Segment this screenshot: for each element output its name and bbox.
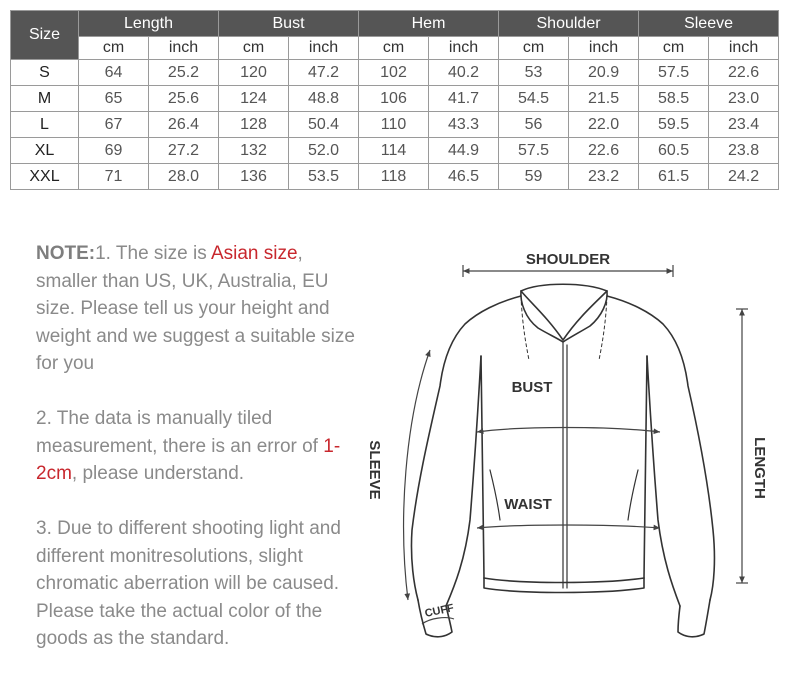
measurement-cell: 28.0 <box>149 164 219 190</box>
measurement-cell: 52.0 <box>289 138 359 164</box>
measurement-cell: 25.2 <box>149 60 219 86</box>
shoulder-label: SHOULDER <box>525 251 611 268</box>
group-header-shoulder: Shoulder <box>499 11 639 37</box>
table-row <box>11 60 779 86</box>
measurement-cell: 57.5 <box>499 138 569 164</box>
measurement-cell: 26.4 <box>149 112 219 138</box>
measurement-cell: 46.5 <box>429 164 499 190</box>
measurement-cell: 58.5 <box>639 86 709 112</box>
measurement-cell: 136 <box>219 164 289 190</box>
measurement-cell: 57.5 <box>639 60 709 86</box>
measurement-cell: 50.4 <box>289 112 359 138</box>
unit-cm: cm <box>79 37 149 60</box>
bust-arrow <box>477 428 660 433</box>
measurement-cell: 53 <box>499 60 569 86</box>
table-row <box>11 138 779 164</box>
group-header-sleeve: Sleeve <box>639 11 779 37</box>
measurement-cell: 53.5 <box>289 164 359 190</box>
error-range-highlight: 1-2cm <box>36 435 341 484</box>
size-cell: XXL <box>11 164 79 190</box>
unit-cm: cm <box>499 37 569 60</box>
group-header-hem: Hem <box>359 11 499 37</box>
notes-section <box>36 240 366 680</box>
measurement-cell: 22.6 <box>569 138 639 164</box>
measurement-cell: 65 <box>79 86 149 112</box>
group-header-bust: Bust <box>219 11 359 37</box>
table-units-row <box>11 37 779 60</box>
measurement-cell: 23.4 <box>709 112 779 138</box>
size-cell: XL <box>11 138 79 164</box>
table-row <box>11 164 779 190</box>
measurement-cell: 48.8 <box>289 86 359 112</box>
note-2-text: 2. The data is manually tiled measurement, there is an error of <box>36 408 324 457</box>
unit-cm: cm <box>359 37 429 60</box>
measurement-cell: 22.0 <box>569 112 639 138</box>
measurement-cell: 71 <box>79 164 149 190</box>
measurement-cell: 23.2 <box>569 164 639 190</box>
measurement-cell: 22.6 <box>709 60 779 86</box>
measurement-cell: 54.5 <box>499 86 569 112</box>
unit-inch: inch <box>429 37 499 60</box>
waist-label: WAIST <box>504 496 552 513</box>
table-row <box>11 86 779 112</box>
size-chart-table <box>10 10 779 190</box>
unit-inch: inch <box>289 37 359 60</box>
waist-arrow <box>477 525 660 528</box>
table-body <box>11 60 779 190</box>
size-cell: S <box>11 60 79 86</box>
measurement-cell: 59.5 <box>639 112 709 138</box>
unit-inch: inch <box>709 37 779 60</box>
note-2 <box>36 405 366 488</box>
size-cell: L <box>11 112 79 138</box>
measurement-cell: 60.5 <box>639 138 709 164</box>
note-3: 3. Due to different shooting light and different monitresolutions, slight chromatic aberration will be caused. Please take the actual color of the goods as the standard. <box>36 518 341 649</box>
sleeve-label: SLEEVE <box>366 440 383 500</box>
cuff-arc <box>422 618 454 624</box>
measurement-cell: 25.6 <box>149 86 219 112</box>
measurement-cell: 110 <box>359 112 429 138</box>
measurement-cell: 41.7 <box>429 86 499 112</box>
measurement-cell: 114 <box>359 138 429 164</box>
cuff-label: CUFF <box>423 602 455 620</box>
measurement-cell: 128 <box>219 112 289 138</box>
note-1 <box>36 240 366 378</box>
unit-inch: inch <box>149 37 219 60</box>
measurement-cell: 59 <box>499 164 569 190</box>
measurement-cell: 43.3 <box>429 112 499 138</box>
measurement-cell: 67 <box>79 112 149 138</box>
measurement-cell: 47.2 <box>289 60 359 86</box>
measurement-cell: 56 <box>499 112 569 138</box>
measurement-cell: 23.8 <box>709 138 779 164</box>
measurement-cell: 124 <box>219 86 289 112</box>
measurement-cell: 120 <box>219 60 289 86</box>
length-label: LENGTH <box>751 437 768 499</box>
sleeve-arrow <box>404 350 430 600</box>
unit-cm: cm <box>639 37 709 60</box>
measurement-cell: 102 <box>359 60 429 86</box>
measurement-cell: 27.2 <box>149 138 219 164</box>
measurement-cell: 61.5 <box>639 164 709 190</box>
measurement-cell: 69 <box>79 138 149 164</box>
measurement-lines <box>404 265 748 624</box>
unit-cm: cm <box>219 37 289 60</box>
measurement-cell: 118 <box>359 164 429 190</box>
measurement-cell: 20.9 <box>569 60 639 86</box>
table-row <box>11 112 779 138</box>
group-header-length: Length <box>79 11 219 37</box>
unit-inch: inch <box>569 37 639 60</box>
note-label: NOTE: <box>36 243 96 264</box>
measurement-cell: 24.2 <box>709 164 779 190</box>
table-header-row <box>11 11 779 37</box>
measurement-cell: 44.9 <box>429 138 499 164</box>
size-column-header: Size <box>11 11 79 60</box>
measurement-cell: 132 <box>219 138 289 164</box>
bust-label: BUST <box>511 379 553 396</box>
measurement-cell: 40.2 <box>429 60 499 86</box>
note-1-text-rest: , smaller than US, UK, Australia, EU size. Please tell us your height and weight and we suggest a suitable size for you <box>36 243 355 374</box>
measurement-cell: 106 <box>359 86 429 112</box>
asian-size-highlight: Asian size <box>210 243 298 264</box>
measurement-cell: 21.5 <box>569 86 639 112</box>
size-cell: M <box>11 86 79 112</box>
note-2-text-rest: , please understand. <box>71 463 245 484</box>
jacket-outline <box>411 284 714 637</box>
measurement-cell: 64 <box>79 60 149 86</box>
note-1-text: 1. The size is <box>95 243 211 264</box>
measurement-cell: 23.0 <box>709 86 779 112</box>
